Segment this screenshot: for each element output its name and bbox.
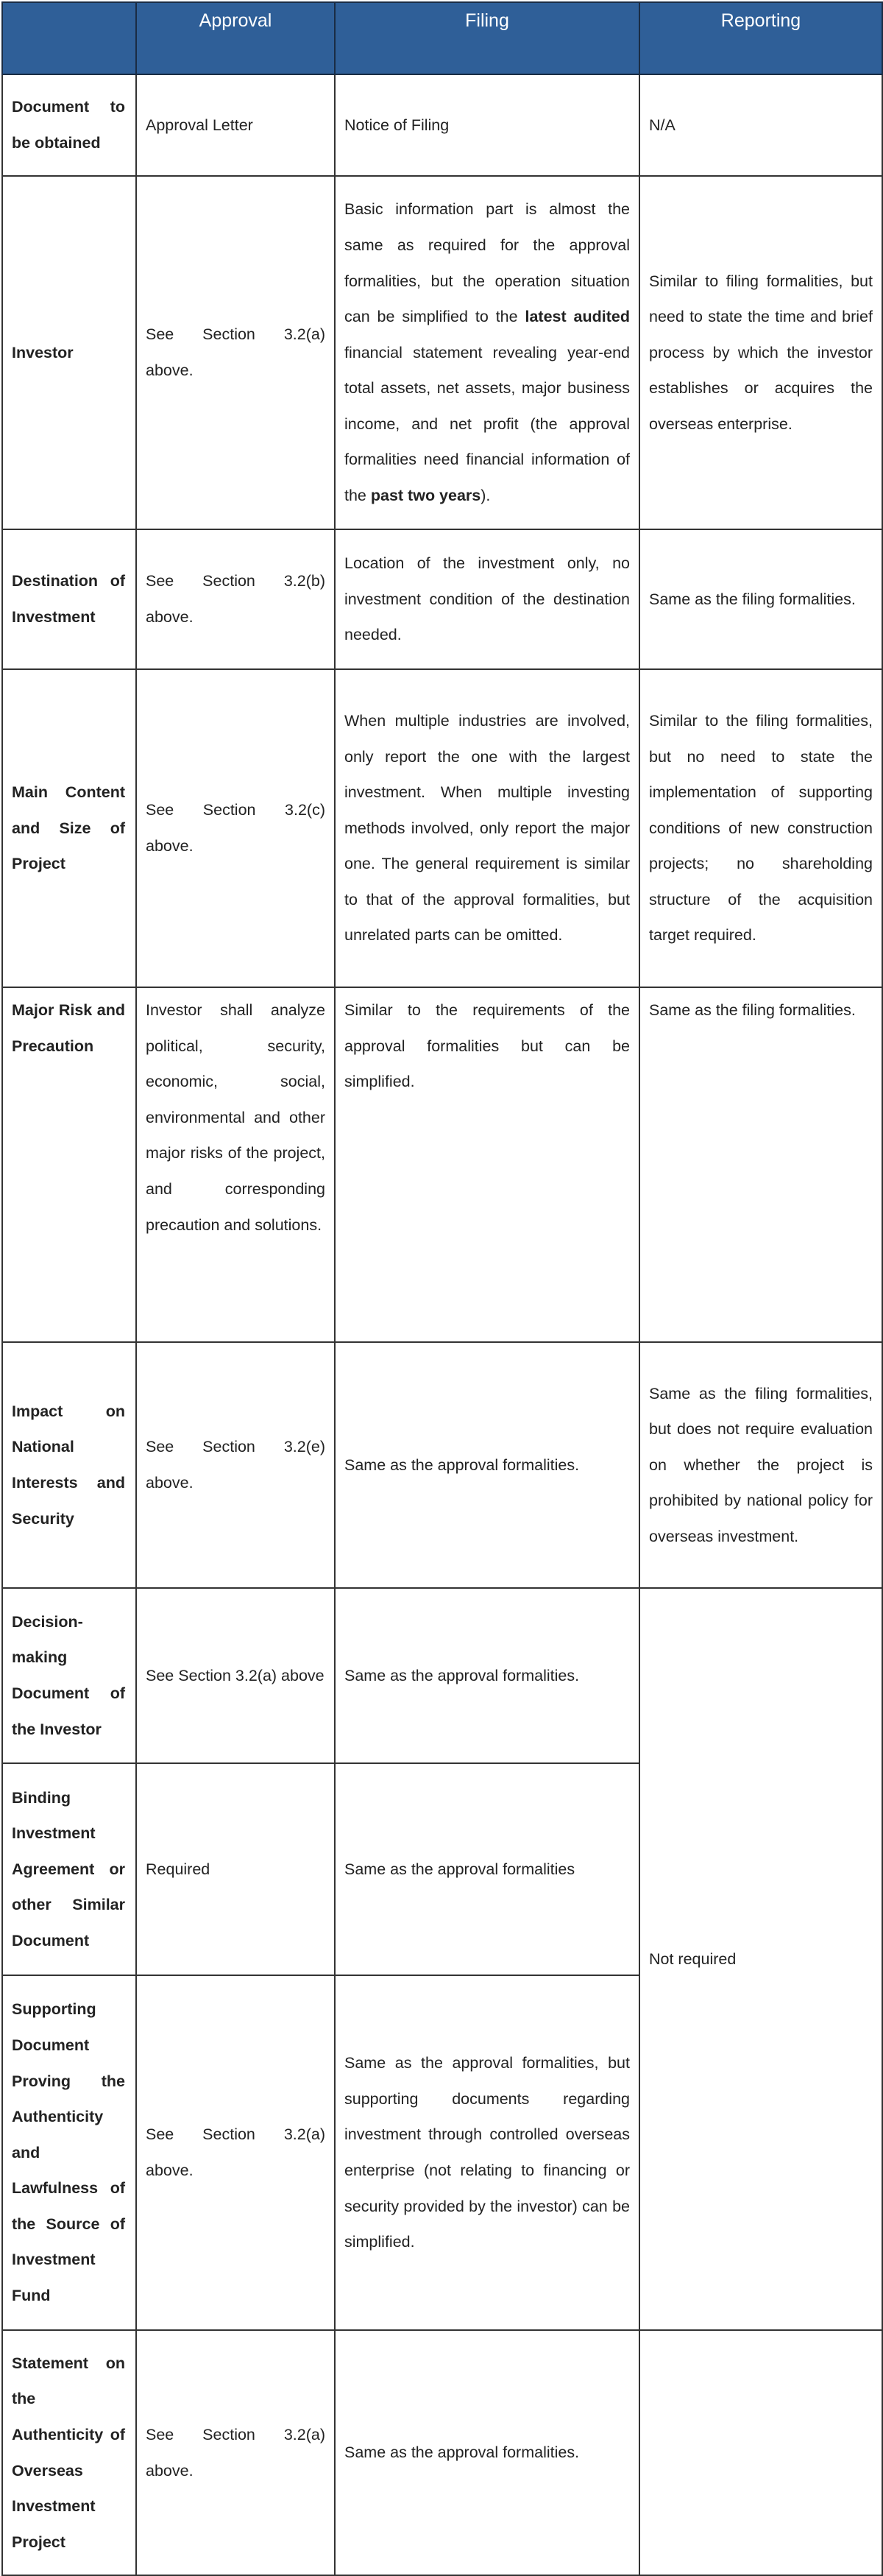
row-label: Major Risk and Precaution bbox=[2, 987, 136, 1342]
row-decision bbox=[2, 1588, 882, 1763]
approval-cell: See Section 3.2(a) above bbox=[136, 1588, 335, 1763]
row-label: Binding Investment Agreement or other Similar Document bbox=[2, 1763, 136, 1975]
filing-text: ). bbox=[480, 487, 491, 505]
approval-cell: See Section 3.2(e) above. bbox=[136, 1342, 335, 1588]
filing-cell: Same as the approval formalities. bbox=[335, 1342, 639, 1588]
reporting-cell: Same as the filing formalities. bbox=[639, 529, 882, 669]
row-label: Investor bbox=[2, 176, 136, 529]
row-label: Destination of Investment bbox=[2, 529, 136, 669]
row-document bbox=[2, 74, 882, 176]
row-main-content bbox=[2, 669, 882, 987]
header-reporting: Reporting bbox=[639, 2, 882, 74]
row-label: Supporting Document Proving the Authenticity and Lawfulness of the Source of Investment Fund bbox=[2, 1975, 136, 2330]
reporting-cell: Same as the filing formalities. bbox=[639, 987, 882, 1342]
row-label: Statement on the Authenticity of Overseas Investment Project bbox=[2, 2330, 136, 2575]
filing-cell: Location of the investment only, no investment condition of the destination needed. bbox=[335, 529, 639, 669]
reporting-cell: N/A bbox=[639, 74, 882, 176]
header-approval: Approval bbox=[136, 2, 335, 74]
filing-cell: Same as the approval formalities, but supporting documents regarding investment through controlled overseas enterprise (not relating to financing or security provided by the investor) can be simplified. bbox=[335, 1975, 639, 2330]
approval-cell: See Section 3.2(b) above. bbox=[136, 529, 335, 669]
row-label: Decision-making Document of the Investor bbox=[2, 1588, 136, 1763]
reporting-cell: Similar to filing formalities, but need to state the time and brief process by which the investor establishes or acquires the overseas enterprise. bbox=[639, 176, 882, 529]
filing-cell: Same as the approval formalities. bbox=[335, 1588, 639, 1763]
header-blank bbox=[2, 2, 136, 74]
header-row bbox=[2, 2, 882, 74]
reporting-cell bbox=[639, 2330, 882, 2575]
approval-cell: See Section 3.2(a) above. bbox=[136, 2330, 335, 2575]
filing-cell: When multiple industries are involved, only report the one with the largest investment. When multiple investing methods involved, only report the major one. The general requirement is similar to that of the approval formalities, but unrelated parts can be omitted. bbox=[335, 669, 639, 987]
filing-cell bbox=[335, 176, 639, 529]
approval-cell: See Section 3.2(a) above. bbox=[136, 1975, 335, 2330]
row-risk bbox=[2, 987, 882, 1342]
row-statement bbox=[2, 2330, 882, 2575]
filing-cell: Notice of Filing bbox=[335, 74, 639, 176]
row-investor bbox=[2, 176, 882, 529]
filing-cell: Similar to the requirements of the approval formalities but can be simplified. bbox=[335, 987, 639, 1342]
filing-emphasis: latest audited bbox=[525, 308, 630, 326]
approval-cell: See Section 3.2(c) above. bbox=[136, 669, 335, 987]
approval-cell: Required bbox=[136, 1763, 335, 1975]
approval-cell: See Section 3.2(a) above. bbox=[136, 176, 335, 529]
row-impact bbox=[2, 1342, 882, 1588]
reporting-cell: Same as the filing formalities, but does not require evaluation on whether the project is prohibited by national policy for overseas investment. bbox=[639, 1342, 882, 1588]
reporting-cell: Similar to the filing formalities, but no need to state the implementation of supporting conditions of new construction projects; no shareholding structure of the acquisition target required. bbox=[639, 669, 882, 987]
row-label: Main Content and Size of Project bbox=[2, 669, 136, 987]
filing-emphasis: past two years bbox=[370, 487, 481, 505]
comparison-table bbox=[1, 1, 883, 2576]
header-filing: Filing bbox=[335, 2, 639, 74]
approval-cell: Investor shall analyze political, security, economic, social, environmental and other major risks of the project, and corresponding precaution and solutions. bbox=[136, 987, 335, 1342]
filing-cell: Same as the approval formalities. bbox=[335, 2330, 639, 2575]
approval-cell: Approval Letter bbox=[136, 74, 335, 176]
row-destination bbox=[2, 529, 882, 669]
filing-text: Basic information part is almost the same as required for the approval formalities, but the operation situation can be simplified to the bbox=[344, 200, 630, 326]
filing-text: financial statement revealing year-end total assets, net assets, major business income, and net profit (the approval formalities need financial information of the bbox=[344, 343, 630, 505]
row-label: Document to be obtained bbox=[2, 74, 136, 176]
reporting-cell-merged: Not required bbox=[639, 1588, 882, 2330]
row-label: Impact on National Interests and Security bbox=[2, 1342, 136, 1588]
filing-cell: Same as the approval formalities bbox=[335, 1763, 639, 1975]
